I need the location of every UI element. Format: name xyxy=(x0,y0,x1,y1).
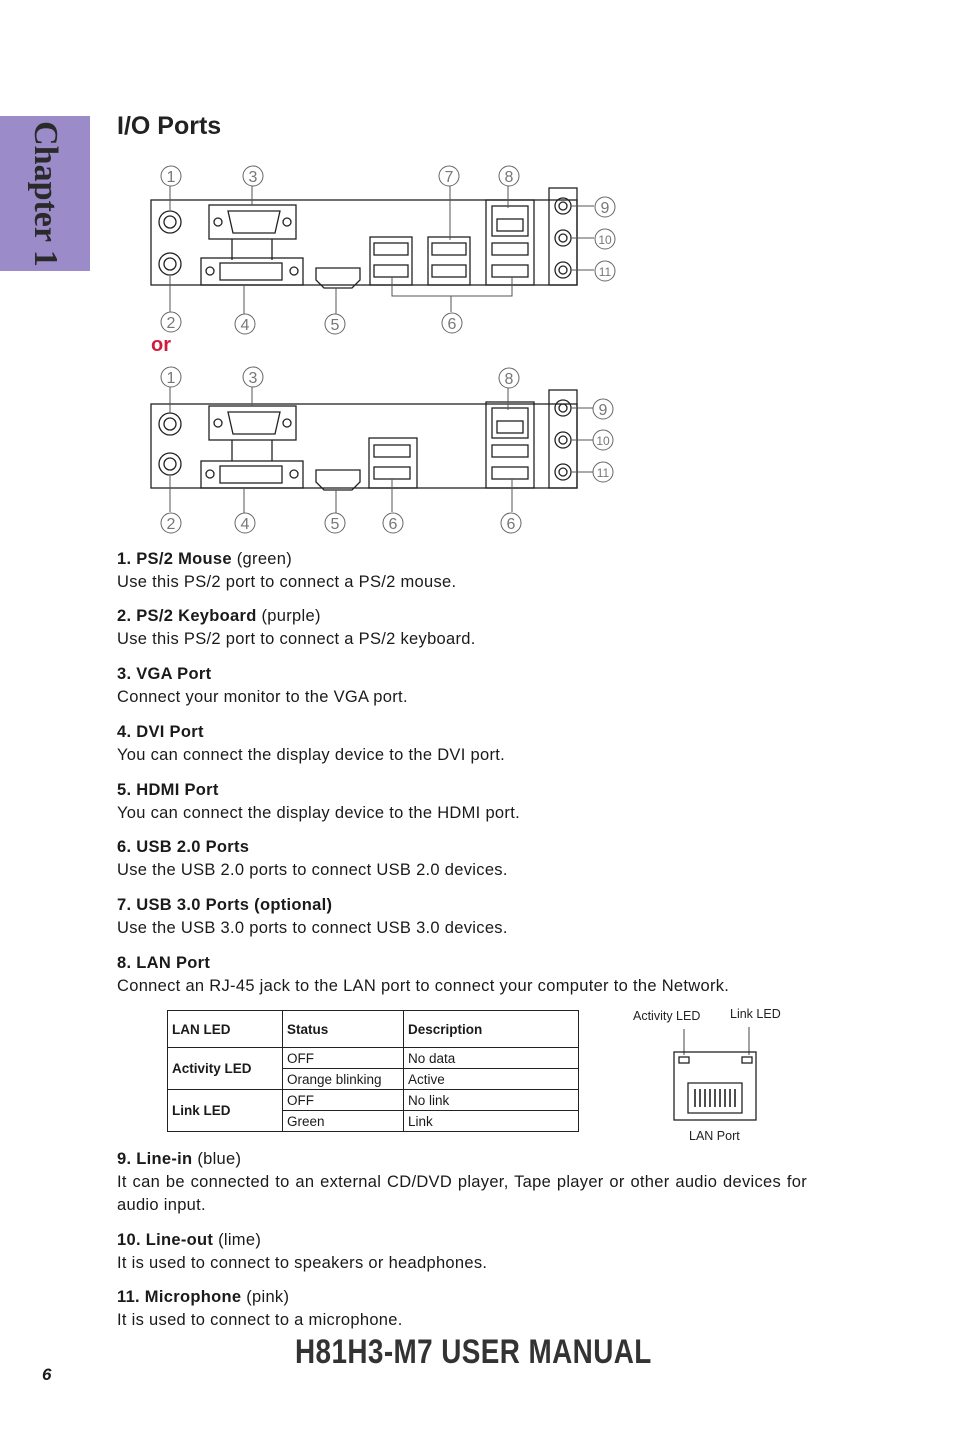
manual-title: H81H3-M7 USER MANUAL xyxy=(295,1333,652,1371)
callout-top-3: 3 xyxy=(248,169,258,186)
item-title: 4. DVI Port xyxy=(117,723,204,741)
callout-bottom-9: 9 xyxy=(598,402,608,419)
io-panel-top xyxy=(151,186,594,314)
port-item-2 xyxy=(117,605,807,651)
io-ports-diagram xyxy=(140,160,630,545)
table-header: LAN LED xyxy=(168,1011,283,1048)
item-desc: You can connect the display device to the DVI port. xyxy=(117,746,506,764)
callout-top-6: 6 xyxy=(447,316,457,333)
item-note: (lime) xyxy=(218,1231,262,1249)
lan-led-table xyxy=(167,1010,579,1132)
ps2-ports-bottom xyxy=(159,413,181,475)
table-row-label: Activity LED xyxy=(168,1048,283,1090)
port-item-10 xyxy=(117,1229,807,1275)
item-title: 9. Line-in xyxy=(117,1150,193,1168)
lan-usb-stack-top xyxy=(486,200,534,285)
callout-bottom-10: 10 xyxy=(596,434,610,448)
item-title: 5. HDMI Port xyxy=(117,781,219,799)
callout-bottom-3: 3 xyxy=(248,370,258,387)
callout-bottom-6b: 6 xyxy=(506,516,516,533)
item-title: 7. USB 3.0 Ports (optional) xyxy=(117,896,333,914)
hdmi-port-bottom xyxy=(316,470,360,490)
vga-port-bottom xyxy=(209,406,296,461)
item-desc: Connect an RJ-45 jack to the LAN port to connect your computer to the Network. xyxy=(117,977,730,995)
item-note: (pink) xyxy=(246,1288,290,1306)
callout-bottom-1: 1 xyxy=(166,370,176,387)
callout-top-7: 7 xyxy=(444,169,454,186)
callout-top-2: 2 xyxy=(166,315,176,332)
usb-ports-bottom xyxy=(369,438,417,488)
item-desc: Use the USB 2.0 ports to connect USB 2.0 devices. xyxy=(117,861,508,879)
item-title: 8. LAN Port xyxy=(117,954,211,972)
item-title: 10. Line-out xyxy=(117,1231,214,1249)
item-title: 11. Microphone xyxy=(117,1288,242,1306)
callout-top-5: 5 xyxy=(330,317,340,334)
item-title: 6. USB 2.0 Ports xyxy=(117,838,250,856)
table-cell: OFF xyxy=(283,1048,404,1069)
table-row xyxy=(168,1048,579,1069)
item-note: (blue) xyxy=(197,1150,242,1168)
callout-bottom-6a: 6 xyxy=(388,516,398,533)
lan-usb-stack-bottom xyxy=(486,402,534,488)
callout-top-4: 4 xyxy=(240,317,250,334)
port-item-9 xyxy=(117,1148,807,1217)
callout-top-9: 9 xyxy=(600,200,610,217)
item-desc: It can be connected to an external CD/DVD player, Tape player or other audio devices for audio input. xyxy=(117,1173,807,1214)
port-item-8 xyxy=(117,952,807,998)
callout-bottom-2: 2 xyxy=(166,516,176,533)
io-panel-bottom xyxy=(151,386,594,514)
item-desc: It is used to connect to a microphone. xyxy=(117,1311,403,1329)
item-desc: Use this PS/2 port to connect a PS/2 mouse. xyxy=(117,573,457,591)
callout-bottom-4: 4 xyxy=(240,516,250,533)
link-led-label: Link LED xyxy=(730,1007,781,1021)
or-label: or xyxy=(151,334,171,356)
chapter-tab-label: Chapter 1 xyxy=(27,121,64,267)
ps2-ports-top xyxy=(159,211,181,275)
activity-led-label: Activity LED xyxy=(633,1009,701,1023)
item-title: 1. PS/2 Mouse xyxy=(117,550,232,568)
chapter-tab xyxy=(0,116,90,271)
table-cell: OFF xyxy=(283,1090,404,1111)
lan-port-icon xyxy=(670,1025,765,1125)
item-desc: Use this PS/2 port to connect a PS/2 keyboard. xyxy=(117,630,476,648)
vga-port-top xyxy=(209,205,296,260)
table-row xyxy=(168,1090,579,1111)
table-cell: Active xyxy=(404,1069,579,1090)
port-item-3 xyxy=(117,663,807,709)
port-item-4 xyxy=(117,721,807,767)
table-header: Status xyxy=(283,1011,404,1048)
port-item-7 xyxy=(117,894,807,940)
usb-ports-top xyxy=(370,237,470,285)
item-desc: It is used to connect to speakers or headphones. xyxy=(117,1254,488,1272)
callout-top-8: 8 xyxy=(504,169,514,186)
section-title: I/O Ports xyxy=(117,112,222,140)
callout-top-10: 10 xyxy=(598,233,612,247)
item-desc: Connect your monitor to the VGA port. xyxy=(117,688,408,706)
table-cell: Orange blinking xyxy=(283,1069,404,1090)
dvi-port-bottom xyxy=(201,461,303,488)
table-cell: Link xyxy=(404,1111,579,1132)
lan-port-label: LAN Port xyxy=(689,1129,740,1143)
table-row-label: Link LED xyxy=(168,1090,283,1132)
item-desc: Use the USB 3.0 ports to connect USB 3.0 devices. xyxy=(117,919,508,937)
callout-bottom-11: 11 xyxy=(596,466,610,480)
item-note: (green) xyxy=(236,550,293,568)
callout-top-11: 11 xyxy=(598,265,612,279)
callout-top-1: 1 xyxy=(166,169,176,186)
table-header: Description xyxy=(404,1011,579,1048)
item-title: 3. VGA Port xyxy=(117,665,212,683)
port-item-1 xyxy=(117,548,807,594)
port-item-11 xyxy=(117,1286,807,1332)
table-cell: No link xyxy=(404,1090,579,1111)
table-header-row xyxy=(168,1011,579,1048)
port-item-5 xyxy=(117,779,807,825)
item-title: 2. PS/2 Keyboard xyxy=(117,607,257,625)
callout-bottom-8: 8 xyxy=(504,371,514,388)
port-item-6 xyxy=(117,836,807,882)
page-number: 6 xyxy=(42,1365,52,1384)
callout-bottom-5: 5 xyxy=(330,516,340,533)
callout-circles xyxy=(161,166,615,533)
dvi-port-top xyxy=(201,258,303,285)
audio-jacks-bottom xyxy=(549,390,577,488)
table-cell: Green xyxy=(283,1111,404,1132)
leader-lines-bottom xyxy=(170,386,594,514)
table-cell: No data xyxy=(404,1048,579,1069)
item-note: (purple) xyxy=(261,607,321,625)
item-desc: You can connect the display device to the HDMI port. xyxy=(117,804,520,822)
